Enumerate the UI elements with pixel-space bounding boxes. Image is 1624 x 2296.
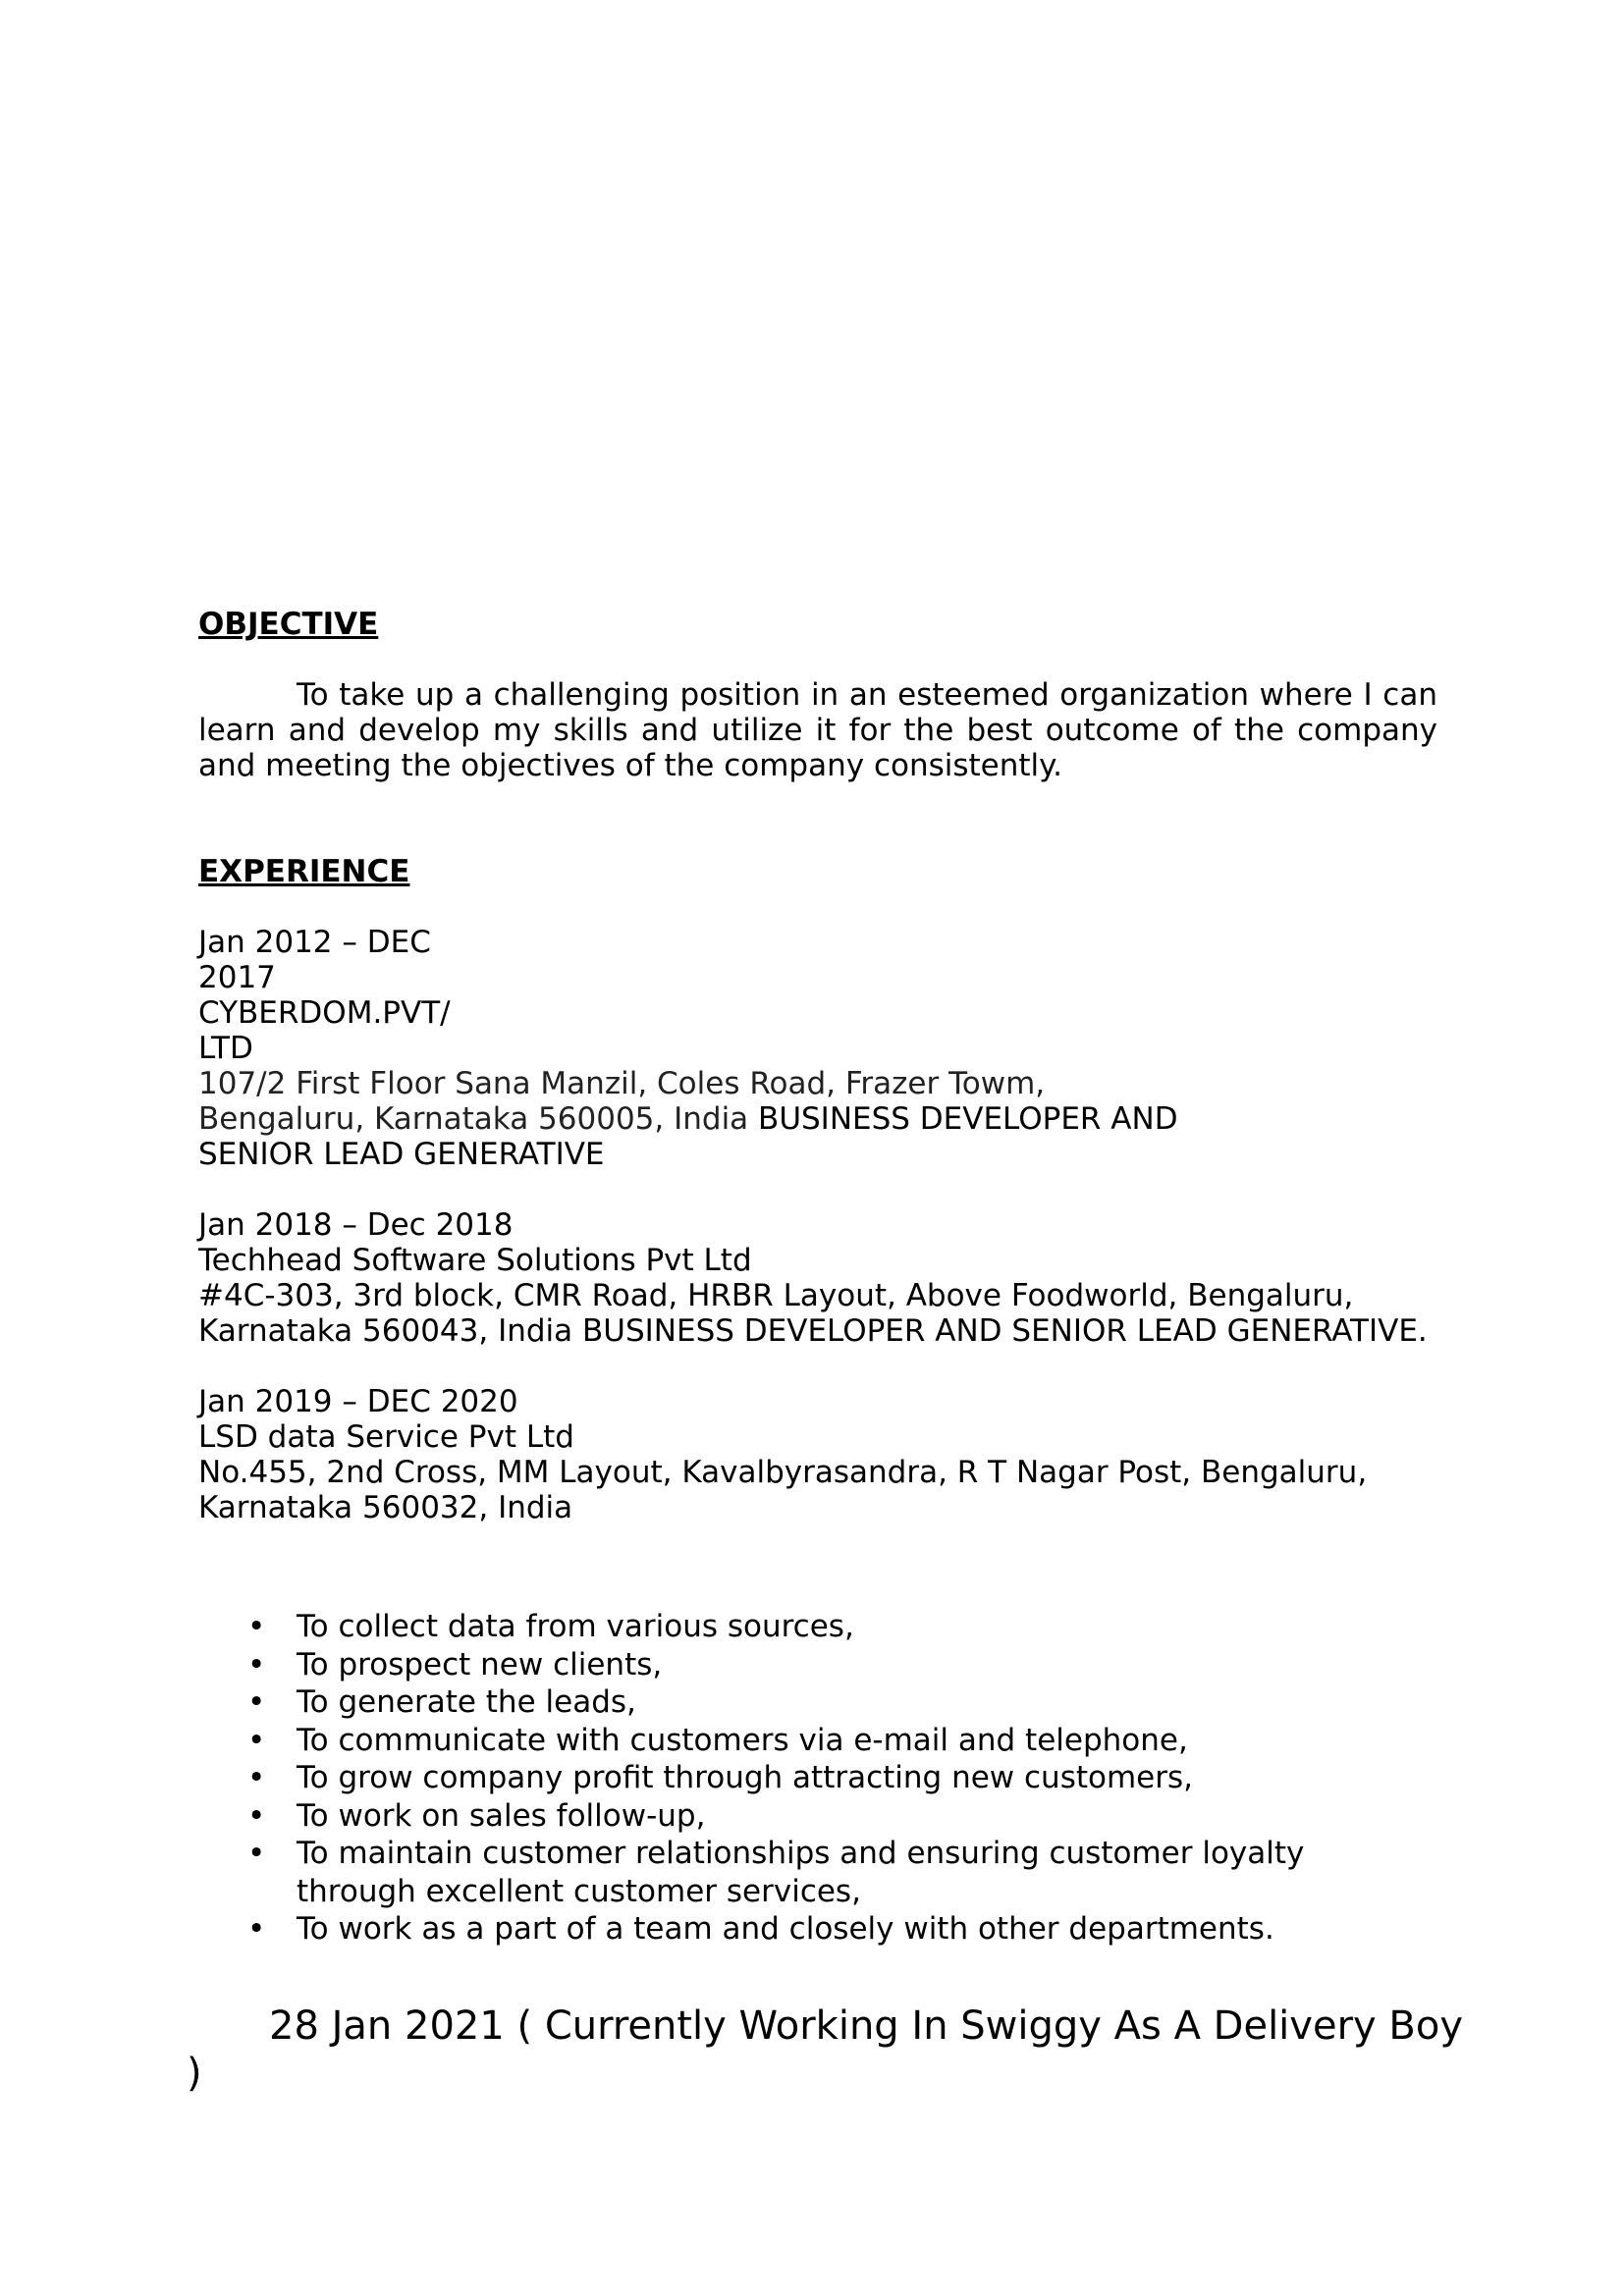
duty-text: To communicate with customers via e-mail and telephone, xyxy=(297,1722,1188,1758)
job-period-line1: Jan 2012 – DEC xyxy=(198,925,431,960)
job-company-line1: CYBERDOM.PVT/ xyxy=(198,995,451,1031)
job-address-role xyxy=(198,1278,1437,1349)
job-period xyxy=(198,925,1437,960)
job-address: No.455, 2nd Cross, MM Layout, Kavalbyrasandra, R T Nagar Post, Bengaluru, Karnataka 560032, India xyxy=(198,1455,1368,1525)
objective-heading: OBJECTIVE xyxy=(198,607,379,642)
duty-text: To generate the leads, xyxy=(297,1684,636,1720)
bullet-icon: • xyxy=(247,1684,266,1720)
duty-text: To prospect new clients, xyxy=(297,1646,663,1682)
job-company: LSD data Service Pvt Ltd xyxy=(198,1419,574,1455)
job-period: Jan 2019 – DEC 2020 xyxy=(198,1384,518,1419)
duty-text: To maintain customer relationships and ensuring customer loyalty through excellent customer services, xyxy=(297,1836,1305,1909)
duties-list xyxy=(198,1608,1437,1949)
job-role: BUSINESS DEVELOPER AND SENIOR LEAD GENERATIVE. xyxy=(582,1313,1428,1349)
job-entry-lsd xyxy=(198,1384,1437,1525)
list-item xyxy=(198,1797,1437,1836)
list-item xyxy=(198,1608,1437,1646)
objective-text: To take up a challenging position in an esteemed organization where I can learn and develop my skills and utilize it for the best outcome of the company and meeting the objectives of the company consistently. xyxy=(198,677,1437,783)
job-period: Jan 2018 – Dec 2018 xyxy=(198,1207,514,1243)
job-address: 107/2 First Floor Sana Manzil, Coles Road, Frazer Towm, Bengaluru, Karnataka 560005, India xyxy=(198,1066,1046,1137)
experience-section xyxy=(198,854,1437,1949)
experience-heading: EXPERIENCE xyxy=(198,854,410,889)
list-item xyxy=(198,1722,1437,1760)
job-period-line2: 2017 xyxy=(198,960,276,995)
list-item xyxy=(198,1835,1308,1910)
bullet-icon: • xyxy=(247,1646,266,1682)
job-company: Techhead Software Solutions Pvt Ltd xyxy=(198,1243,752,1278)
resume-content xyxy=(198,607,1437,1949)
job-address: #4C-303, 3rd block, CMR Road, HRBR Layout, Above Foodworld, Bengaluru, Karnataka 560043, India xyxy=(198,1278,1354,1349)
duty-text: To collect data from various sources, xyxy=(297,1609,854,1644)
job-company-line2: LTD xyxy=(198,1031,253,1066)
objective-section xyxy=(198,607,1437,783)
list-item xyxy=(198,1759,1437,1797)
bullet-icon: • xyxy=(247,1760,266,1795)
list-item xyxy=(198,1683,1437,1722)
bullet-icon: • xyxy=(247,1722,266,1758)
bullet-icon: • xyxy=(247,1797,266,1834)
list-item xyxy=(198,1646,1437,1684)
job-role: BUSINESS DEVELOPER AND SENIOR LEAD GENERATIVE xyxy=(198,1101,1178,1172)
duty-text: To work on sales follow-up, xyxy=(297,1797,706,1834)
job-entry-techhead xyxy=(198,1207,1437,1349)
duty-text: To grow company profit through attracting new customers, xyxy=(297,1760,1193,1795)
bullet-icon: • xyxy=(247,1609,266,1644)
duty-text: To work as a part of a team and closely with other departments. xyxy=(297,1911,1274,1947)
bullet-icon: • xyxy=(247,1911,266,1947)
current-position-line1: 28 Jan 2021 ( Currently Working In Swiggy As A Delivery Boy xyxy=(269,2003,1463,2049)
current-position-line2: ) xyxy=(187,2051,202,2096)
bullet-icon: • xyxy=(247,1836,266,1871)
job-entry-cyberdom xyxy=(198,925,1437,1172)
job-address-role xyxy=(198,1066,1190,1172)
list-item xyxy=(198,1910,1437,1949)
